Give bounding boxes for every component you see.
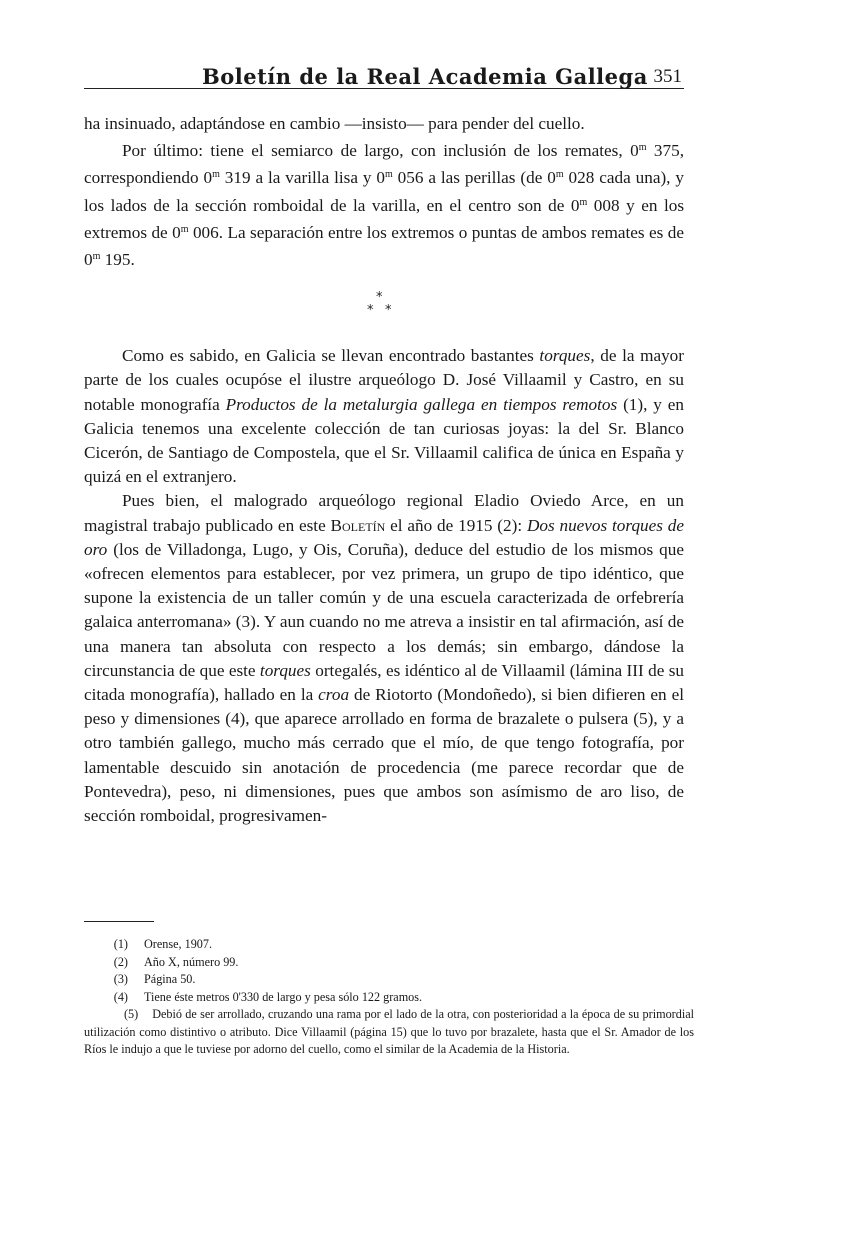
article-title: Dos nuevos torques de oro xyxy=(84,515,685,559)
meter-unit: m xyxy=(638,142,647,154)
meter-unit: m xyxy=(579,196,588,208)
journal-title: Boletín de la Real Academia Gallega xyxy=(202,64,648,89)
paragraph-4: Pues bien, el malogrado arqueólogo regional Eladio Oviedo Arce, en un magistral trabajo publicado en este Boletín el año de 1915 (2): Dos nuevos torques de oro (los de Villadonga, Lugo, y Ois, Coruña), deduce del estudio de los mismos que «ofrecen elementos para establecer, por vez primera, un grupo de tipo idéntico, que supone la existencia de un taller común y de una escuela caracterizada de orfebrería galaica anterromana» (3). Y aun cuando no me atreva a insistir en tal afirmación, así de una manera tan absoluta con respecto a los demás; sin embargo, dándose la circunstancia de que este torques ortegalés, es idéntico al de Villaamil (lámina III de su citada monografía), hallado en la croa de Riotorto (Mondoñedo), si bien difieren en el peso y dimensiones (4), que aparece arrollado en forma de brazalete o pulsera (5), y a otro también gallego, mucho más cerrado que el mío, de que tengo fotografía, por lamentable descuido sin anotación de procedencia (me parece recordar que de Pontevedra), peso, ni dimensiones, pues que ambos son asímismo de aro liso, de sección romboidal, progresivamen- xyxy=(84,491,685,826)
paragraph-2: Por último: tiene el semiarco de largo, con inclusión de los remates, 0$^m$ 375, correspondiendo 0$^m$ 319 a la varilla lisa y 0$^m$ 056 a las perillas (de 0$^m$ 028 cada una), y los lados de la sección romboidal de la varilla, en el centro son de 0$^m$ 008 y en los extremos de 0$^m$ 006. La separación entre los extremos o puntas de ambos remates es de 0$^m$ 195. xyxy=(84,141,685,270)
footnote-item: (4) Tiene éste metros 0'330 de largo y pesa sólo 122 gramos. xyxy=(113,989,423,1004)
svg-text:*: * xyxy=(385,303,392,319)
page-number: 351 xyxy=(653,66,682,87)
asterism-icon xyxy=(364,290,398,318)
footnote-item: (2) Año X, número 99. xyxy=(113,954,239,969)
paragraph-1: ha insinuado, adaptándose en cambio —insisto— para pender del cuello. xyxy=(84,114,585,133)
meter-unit: m xyxy=(384,169,393,181)
paragraph-3: Como es sabido, en Galicia se llevan encontrado bastantes torques, de la mayor parte de los cuales ocupóse el ilustre arqueólogo D. José Villaamil y Castro, en su notable monografía Productos de la metalurgia gallega en tiempos remotos (1), y en Galicia tenemos una excelente colección de tan curiosas joyas: la del Sr. Blanco Cicerón, de Santiago de Compostela, que el Sr. Villaamil califica de única en España y quizá en el extranjero. xyxy=(84,346,684,487)
work-title: Productos de la metalurgia gallega en tiempos remotos xyxy=(225,394,618,414)
meter-unit: m xyxy=(92,251,101,263)
running-header xyxy=(84,62,684,89)
section-break-asterism xyxy=(84,272,684,344)
footnote-item: (3) Página 50. xyxy=(113,972,196,986)
meter-unit: m xyxy=(555,169,564,181)
footnote-item: (1) Orense, 1907. xyxy=(113,937,213,951)
svg-text:*: * xyxy=(376,290,383,306)
body-text xyxy=(84,112,684,828)
footnote-divider xyxy=(84,921,154,922)
meter-unit: m xyxy=(180,223,189,235)
svg-text:*: * xyxy=(367,303,374,319)
meter-unit: m xyxy=(212,169,220,181)
footnote-item: (5) Debió de ser arrollado, cruzando una rama por el lado de la otra, con posterioridad a la época de su primordial utilización como distintivo o atributo. Dice Villaamil (página 15) que lo tuvo por brazalete, hasta que el Sr. Amador de los Ríos le indujo a que le tuviese por adorno del cuello, como el similar de la Academia de la Historia. xyxy=(84,1007,694,1056)
footnotes xyxy=(84,936,694,1059)
